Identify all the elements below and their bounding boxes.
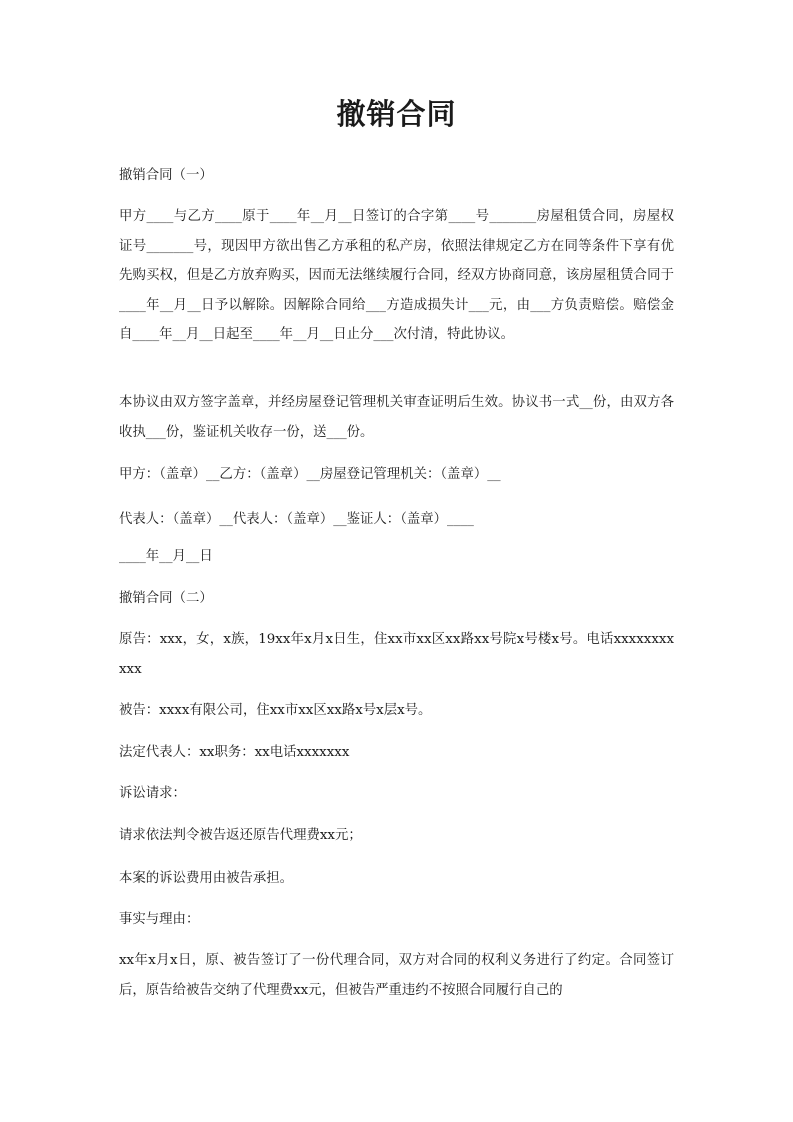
- paragraph-party-signatures: 甲方：（盖章）__乙方：（盖章）__房屋登记管理机关：（盖章）__: [119, 467, 501, 482]
- paragraph-claim-costs: 本案的诉讼费用由被告承担。: [119, 871, 294, 886]
- paragraph-facts-heading: 事实与理由：: [119, 912, 200, 927]
- paragraph-facts-body: xx年x月x日，原、被告签订了一份代理合同，双方对合同的权利义务进行了约定。合同签订后，原告给被告交纳了代理费xx元，但被告严重违约不按照合同履行自己的: [119, 953, 674, 998]
- paragraph-legal-representative: 法定代表人：xx职务：xx电话xxxxxxx: [119, 745, 350, 760]
- paragraph-contract-terms: 甲方____与乙方____原于____年__月__日签订的合字第____号_______房屋租赁合同，房屋权证号_______号，现因甲方欲出售乙方承租的私产房，依照法律规定乙方在同等条件下享有优先购买权，但是乙方放弃购买，因而无法继续履行合同，经双方协商同意，该房屋租赁合同于____年__月__日予以解除。因解除合同给___方造成损失计___元，由___方负责赔偿。赔偿金自____年__月__日起至____年__月__日止分___次付清，特此协议。: [119, 209, 674, 342]
- paragraph-claim-refund: 请求依法判令被告返还原告代理费xx元；: [119, 828, 362, 843]
- document-title: 撤销合同: [336, 97, 457, 131]
- paragraph-plaintiff: 原告：xxx，女，x族，19xx年x月x日生，住xx市xx区xx路xx号院x号楼x号。电话xxxxxxxxxxx: [119, 632, 674, 677]
- paragraph-defendant: 被告：xxxx有限公司，住xx市xx区xx路x号x层x号。: [119, 703, 432, 718]
- section-heading-contract-1: 撤销合同（一）: [119, 168, 213, 183]
- paragraph-representative-signatures: 代表人：（盖章）__代表人：（盖章）__鉴证人：（盖章）____: [119, 512, 474, 527]
- paragraph-claims-heading: 诉讼请求：: [119, 786, 186, 801]
- paragraph-date-line: ____年__月__日: [119, 549, 213, 564]
- paragraph-agreement-validity: 本协议由双方签字盖章，并经房屋登记管理机关审查证明后生效。协议书一式__份，由双方各收执___份，鉴证机关收存一份，送___份。: [119, 395, 674, 440]
- section-heading-contract-2: 撤销合同（二）: [119, 591, 213, 606]
